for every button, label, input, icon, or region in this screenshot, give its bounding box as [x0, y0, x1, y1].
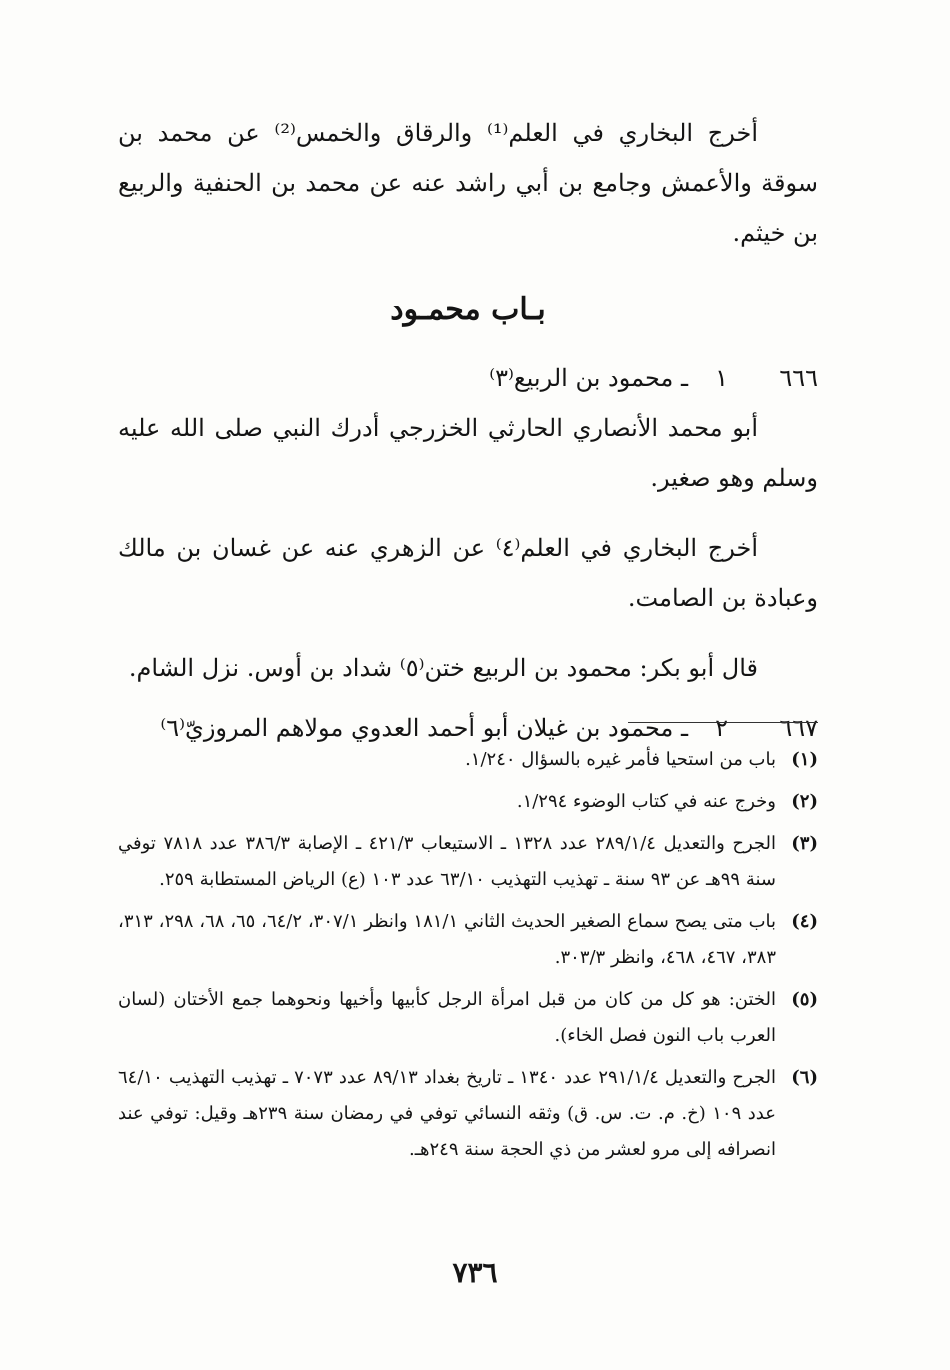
footnote-number: (٢) — [791, 791, 818, 812]
entry-number: ٦٦٦ — [779, 364, 818, 392]
footnote-text: باب من استحيا فأمر غيره بالسؤال ١/٢٤٠. — [465, 749, 776, 770]
entry-seq: ٢ — [715, 714, 728, 742]
footnote-1 — [118, 742, 818, 778]
footnotes — [118, 742, 818, 1174]
bio-paragraph: أبو محمد الأنصاري الحارثي الخزرجي أدرك النبي صلى الله عليه وسلم وهو صغير. — [118, 414, 818, 492]
main-text — [118, 108, 818, 753]
footnote-2 — [118, 784, 818, 820]
entry-seq: ١ — [715, 364, 728, 392]
footnote-text: الجرح والتعديل ٢٨٩/١/٤ عدد ١٣٢٨ ـ الاستيعاب ٤٢١/٣ ـ الإصابة ٣٨٦/٣ عدد ٧٨١٨ توفي سنة ٩٩هـ عن ٩٣ سنة ـ تهذيب التهذيب ٦٣/١٠ عدد ١٠٣ (ع) الرياض المستطابة ٢٥٩. — [118, 833, 777, 890]
footnote-number: (١) — [791, 749, 818, 770]
entry-name: ـ محمود بن غيلان أبو أحمد العدوي مولاهم المروزيّ⁽٦⁾ — [160, 714, 688, 742]
entry-number: ٦٦٧ — [779, 714, 818, 742]
footnote-number: (٦) — [791, 1067, 818, 1088]
entry-name: ـ محمود بن الربيع⁽٣⁾ — [489, 364, 688, 392]
footnote-number: (٣) — [791, 833, 818, 854]
footnote-text: باب متى يصح سماع الصغير الحديث الثاني ١٨١/١ وانظر ٣٠٧/١، ٦٤/٢، ٦٥، ٦٨، ٢٩٨، ٣١٣، ٣٨٣، ٤٦٧، ٤٦٨، وانظر ٣٠٣/٣. — [118, 911, 777, 968]
footnote-6 — [118, 1060, 818, 1168]
footnote-text: الجرح والتعديل ٢٩١/١/٤ عدد ١٣٤٠ ـ تاريخ بغداد ٨٩/١٣ عدد ٧٠٧٣ ـ تهذيب التهذيب ٦٤/١٠ عدد ١٠٩ (خ. م. ت. س. ق) وثقه النسائي توفي في رمضان سنة ٢٣٩هـ وقيل: توفي عند انصرافه إلى مرو لعشر من ذي الحجة سنة ٢٤٩هـ. — [118, 1067, 777, 1160]
footnote-3 — [118, 826, 818, 898]
footnote-text: الختن: هو كل من كان من قبل امرأة الرجل كأبيها وأخيها ونحوهما جمع الأختان (لسان العرب باب النون فصل الخاء). — [118, 989, 776, 1046]
intro-paragraph: أخرج البخاري في العلم⁽¹⁾ والرقاق والخمس⁽²⁾ عن محمد بن سوقة والأعمش وجامع بن أبي راشد عنه عن محمد بن الحنفية والربيع بن خيثم. — [118, 119, 818, 247]
footnote-5 — [118, 982, 818, 1054]
footnote-text: وخرج عنه في كتاب الوضوء ١/٢٩٤. — [516, 791, 776, 812]
footnote-number: (٥) — [791, 989, 818, 1010]
entry-666 — [118, 353, 818, 403]
takhrij-paragraph: أخرج البخاري في العلم⁽٤⁾ عن الزهري عنه عن غسان بن مالك وعبادة بن الصامت. — [118, 534, 818, 612]
footnote-separator — [628, 722, 818, 723]
page-number: ٧٣٦ — [452, 1256, 498, 1289]
footnote-4 — [118, 904, 818, 976]
section-title: بـاب محمـود — [390, 292, 546, 327]
footnote-number: (٤) — [791, 911, 818, 932]
qala-paragraph: قال أبو بكر: محمود بن الربيع ختن⁽٥⁾ شداد بن أوس. نزل الشام. — [128, 654, 758, 682]
